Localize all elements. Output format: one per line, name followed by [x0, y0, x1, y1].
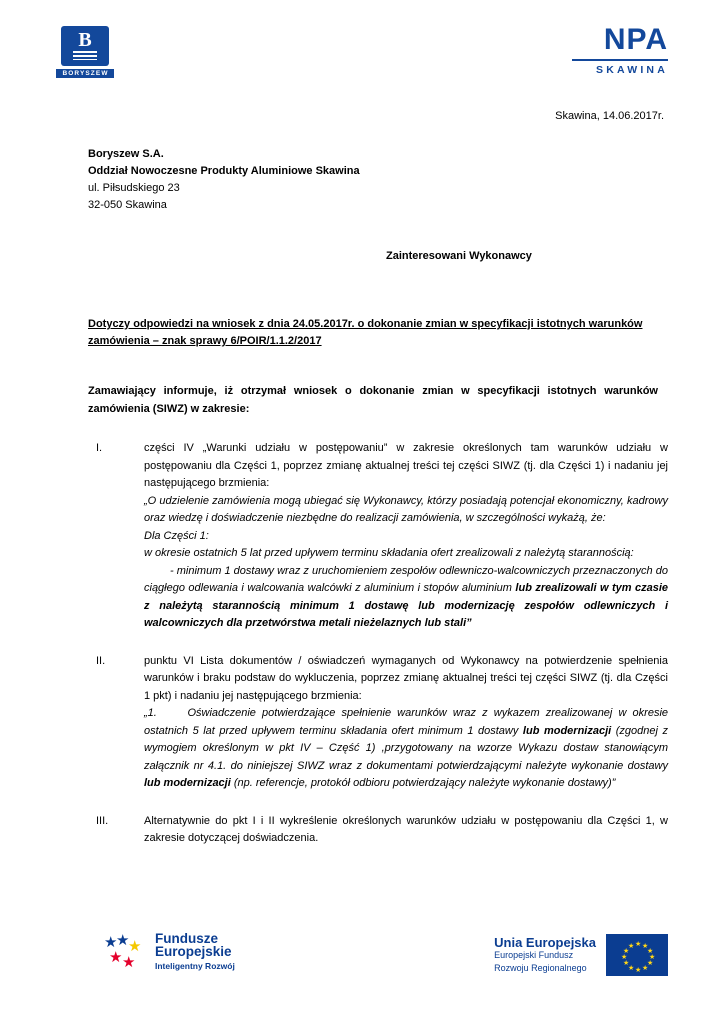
clause-marker-3: III.: [96, 814, 109, 827]
clause-2-paragraph-1: punktu VI Lista dokumentów / oświadczeń wymaganych od Wykonawcy na potwierdzenie spełnienia warunków i braku podstaw do wykluczenia, poprzez zmianę aktualnej treści tej części SIWZ (tj. dla Części 1 pkt) i nadaniu jej następującego brzmienia:: [144, 654, 668, 702]
clause-1-paragraph-3: Dla Części 1:: [144, 529, 209, 542]
ue-wordmark: [494, 936, 596, 975]
clause-item-2: [56, 653, 668, 793]
boryszew-logo: [56, 26, 114, 78]
addressee-line-3: ul. Piłsudskiego 23: [88, 182, 180, 194]
clause-2-text-d: lub modernizacji: [144, 777, 231, 789]
addressee-line-2: Oddział Nowoczesne Produkty Aluminiowe Skawina: [88, 165, 360, 177]
subject-line-1: Dotyczy odpowiedzi na wniosek z dnia 24.05.2017r. o dokonanie zmian w specyfikacji istotnych: [88, 318, 586, 330]
addressee-block: [88, 146, 668, 214]
addressee-line-4: 32-050 Skawina: [88, 199, 167, 211]
fe-line-3: Inteligentny Rozwój: [155, 961, 235, 971]
document-footer: [0, 932, 724, 1002]
eu-star-6: ★: [621, 954, 628, 961]
boryszew-letter: B: [78, 29, 92, 51]
clause-1-paragraph-1: części IV „Warunki udziału w postępowaniu” w zakresie określonych tam warunków udziału w postępowaniu dla Części 1, poprzez zmianę aktualnej treści tej części SIWZ (tj. dla Części 1) i nadaniu jej następującego brzmienia:: [144, 442, 668, 489]
clause-list: [56, 440, 668, 848]
clause-1-paragraph-5: [144, 563, 668, 633]
eu-star-3: ★: [642, 943, 649, 950]
clause-item-3: [56, 813, 668, 848]
clause-3-paragraph-1: Alternatywnie do pkt I i II wykreślenie określonych warunków udziału w postępowaniu dla Części 1, w zakresie dotyczącej doświadczenia.: [144, 814, 668, 844]
clause-2-text-b: lub modernizacji: [522, 724, 612, 737]
fe-stars-icon: [104, 933, 146, 973]
npa-divider: [572, 59, 668, 61]
clause-2-text-c: (zgodnej z wymogiem określonym w pkt IV – Część 1) ,przygotowany na wzorze Wykazu dostaw stanowiącym załącznik nr 4.1. do niniejszej SIWZ wraz z dokumentami potwierdzającymi należyte wykonanie dostawy: [144, 724, 668, 772]
npa-title: NPA: [603, 23, 668, 56]
ue-line-1: Unia Europejska: [494, 934, 596, 950]
fe-star-yellow: ★: [128, 937, 142, 955]
eu-star-5: ★: [647, 948, 654, 955]
fe-line-1: Fundusze: [155, 931, 218, 946]
subject-line-2: warunków zamówienia – znak sprawy 6/POIR/1.1.2/2017: [88, 318, 643, 347]
fe-star-blue-1: ★: [104, 933, 118, 951]
clause-2-text-a: Oświadczenie potwierdzające spełnienie warunków wraz z wykazem zrealizowanej w okresie ostatnich 5 lat przed upływem terminu składania ofert minimum 1 dostawy: [144, 707, 669, 737]
clause-marker-1: I.: [96, 442, 103, 454]
intro-paragraph: Zamawiający informuje, iż otrzymał wniosek o dokonanie zmian w specyfikacji istotnych warunków zamówienia (SIWZ) w zakresie:: [88, 385, 658, 415]
eu-star-8: ★: [623, 960, 630, 967]
fe-line-2: Europejskie: [155, 944, 232, 959]
clause-2-text-e: (np. referencje, protokół odbioru potwierdzający należyte wykonanie dostawy)”: [230, 777, 616, 789]
unia-europejska-logo: [494, 934, 668, 976]
eu-star-11: ★: [642, 965, 649, 972]
clause-2-paragraph-2: [144, 705, 668, 793]
document-header: [0, 0, 724, 96]
fundusze-europejskie-logo: [104, 932, 235, 973]
clause-item-1: [56, 440, 668, 633]
addressee-line-1: Boryszew S.A.: [88, 148, 164, 160]
fe-wordmark: [155, 932, 235, 973]
ue-line-3: Rozwoju Regionalnego: [494, 962, 587, 973]
clause-1-paragraph-5a: minimum 1 dostawy wraz z uruchomieniem zespołów odlewniczo-walcowniczych przeznaczonych do ciągłego odlewania i walcowania walcówki z aluminium i stopów aluminium: [144, 564, 668, 594]
document-body: [0, 108, 724, 848]
recipients-label: Zainteresowani Wykonawcy: [386, 250, 532, 262]
clause-2-number: „1.: [144, 707, 157, 719]
boryszew-stripes: [73, 51, 97, 60]
eu-star-10: ★: [628, 965, 635, 972]
fe-star-red-2: ★: [122, 953, 136, 971]
clause-marker-2: II.: [96, 654, 106, 667]
eu-star-9: ★: [647, 960, 654, 967]
npa-subtitle: SKAWINA: [596, 64, 668, 76]
eu-star-1: ★: [635, 941, 642, 948]
eu-star-4: ★: [623, 948, 630, 955]
boryszew-emblem-icon: [61, 26, 109, 66]
clause-1-paragraph-5b: lub zrealizowali w tym czasie z należytą starannością minimum 1 dostawę lub modernizację zespołów odlewniczych i walcowniczych dla przetwórstwa metali nieżelaznych lub stali”: [144, 582, 669, 629]
clause-1-dash: -: [170, 564, 174, 577]
eu-star-12: ★: [635, 967, 642, 974]
eu-star-2: ★: [628, 943, 635, 950]
subject-block: [88, 316, 658, 350]
fe-star-blue-2: ★: [116, 931, 130, 949]
eu-star-7: ★: [649, 954, 656, 961]
place-and-date: Skawina, 14.06.2017r.: [555, 110, 664, 122]
boryszew-wordmark: BORYSZEW: [56, 69, 114, 78]
eu-flag-icon: [606, 934, 668, 976]
clause-1-paragraph-2: „O udzielenie zamówienia mogą ubiegać się Wykonawcy, którzy posiadają potencjał ekonomiczny, kadrowy oraz wiedzę i doświadczenie niezbędne do realizacji zamówienia, w szczególności wykażą, że:: [144, 494, 668, 524]
ue-line-2: Europejski Fundusz: [494, 949, 574, 960]
fe-star-red-1: ★: [109, 948, 123, 966]
npa-logo: [572, 24, 668, 76]
clause-1-paragraph-4: w okresie ostatnich 5 lat przed upływem terminu składania ofert zrealizowali z należytą starannością:: [144, 547, 634, 559]
